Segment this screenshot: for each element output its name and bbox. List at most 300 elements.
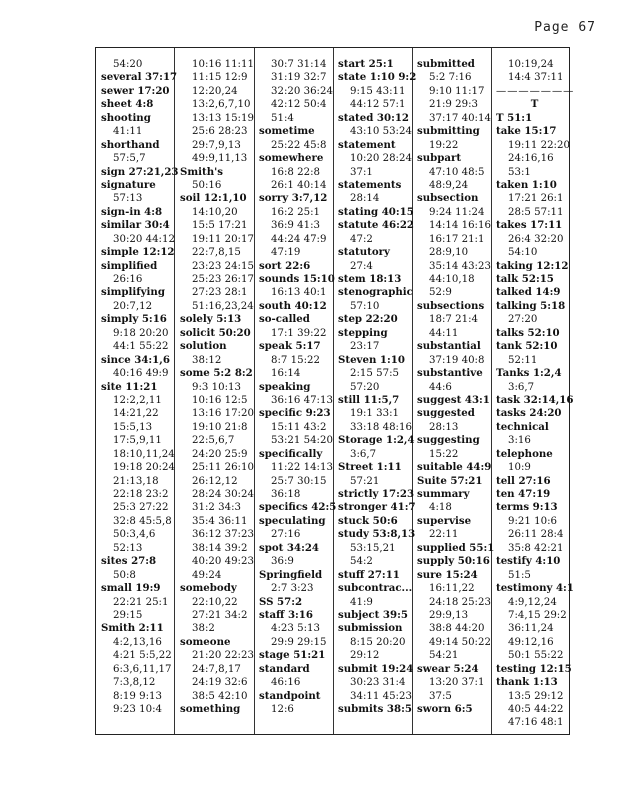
index-entry-references: 14:21,22 (113, 408, 159, 420)
index-entry-references: 9:15 43:11 (350, 85, 406, 97)
index-entry-term: stenographic (338, 286, 413, 299)
index-entry-references: 54:2 (350, 556, 373, 568)
index-entry-term: sure 15:24 (417, 568, 478, 581)
index-entry-references: 17:1 39:22 (271, 327, 327, 339)
index-column-5 (417, 58, 494, 716)
index-entry-references: 29:9,13 (429, 609, 469, 621)
index-entry-references: 14:4 37:11 (508, 72, 564, 84)
index-entry-term: shooting (101, 111, 151, 124)
index-entry-references: 26:12,12 (192, 475, 238, 487)
index-entry-term: specifics 42:5 (259, 501, 337, 514)
index-entry-references: 33:18 48:16 (350, 421, 412, 433)
index-entry-references: 25:22 45:8 (271, 139, 327, 151)
index-entry-term: standpoint (259, 689, 321, 702)
index-entry-references: 29:9 29:15 (271, 636, 327, 648)
index-entry-term: statement (338, 138, 396, 151)
index-entry-references: 44:11 (429, 327, 459, 339)
index-entry-term: testing 12:15 (496, 662, 572, 675)
index-entry-references: 51:4 (271, 112, 294, 124)
index-entry-term: testify 4:10 (496, 555, 561, 568)
index-entry-references: 11:22 14:13 (271, 462, 333, 474)
index-entry-references: 27:23 28:1 (192, 287, 248, 299)
index-entry-references: 37:19 40:8 (429, 354, 485, 366)
index-entry-term: supplied 55:1 (417, 541, 495, 554)
index-entry-term: someone (180, 635, 231, 648)
index-column-4 (338, 58, 415, 716)
index-entry-term: standard (259, 662, 310, 675)
index-entry-references: 18:10,11,24 (113, 448, 175, 460)
index-entry-references: 19:11 20:17 (192, 233, 254, 245)
index-entry-term: soil 12:1,10 (180, 192, 247, 205)
index-entry-references: 26:11 28:4 (508, 529, 564, 541)
index-entry-term: sworn 6:5 (417, 703, 473, 715)
index-entry-term: Smith's (180, 165, 223, 178)
index-entry-term: south 40:12 (259, 299, 327, 312)
index-entry-references: 19:11 22:20 (508, 139, 570, 151)
index-entry-references: 35:4 36:11 (192, 515, 248, 527)
index-entry-references: 15:22 (429, 448, 459, 460)
index-entry-term: state 1:10 9:2 (338, 71, 417, 84)
index-entry-term: stuff 27:11 (338, 568, 400, 581)
index-entry-references: 37:5 (429, 690, 452, 702)
index-entry-term: swear 5:24 (417, 662, 479, 675)
index-entry-references: 51:16,23,24 (192, 300, 254, 312)
index-entry-references: 17:5,9,11 (113, 435, 162, 447)
index-letter-heading: T (530, 98, 539, 111)
index-entry-term: Steven 1:10 (338, 353, 405, 366)
index-entry-references: 13:5 29:12 (508, 690, 564, 702)
index-entry-term: several 37:17 (101, 71, 178, 84)
index-entry-references: 50:8 (113, 569, 136, 581)
index-entry-references: 28:5 57:11 (508, 206, 564, 218)
index-entry-references: 9:23 10:4 (113, 704, 162, 715)
index-entry-term: tank 52:10 (496, 340, 558, 353)
index-entry-references: 44:6 (429, 381, 452, 393)
index-entry-references: 4:2,13,16 (113, 636, 162, 648)
index-entry-term: Tanks 1:2,4 (496, 367, 562, 380)
index-entry-references: 54:21 (429, 650, 459, 662)
index-entry-term: talk 52:15 (496, 273, 554, 285)
index-entry-references: 53:1 (508, 166, 531, 178)
index-entry-term: thank 1:13 (496, 676, 558, 689)
index-entry-references: 48:9,24 (429, 179, 469, 191)
index-entry-term: solution (180, 340, 227, 353)
index-entry-term: stating 40:15 (338, 205, 414, 218)
index-entry-references: 35:14 43:23 (429, 260, 491, 272)
index-entry-references: 25:11 26:10 (192, 462, 254, 474)
index-entry-references: 16:11,22 (429, 583, 475, 595)
index-entry-references: 32:8 45:5,8 (113, 515, 172, 527)
index-entry-references: 16:8 22:8 (271, 166, 320, 178)
index-entry-references: 30:7 31:14 (271, 59, 327, 70)
index-entry-term: stuck 50:6 (338, 514, 398, 527)
index-entry-term: tell 27:16 (496, 474, 551, 487)
index-entry-references: 16:17 21:1 (429, 233, 485, 245)
index-entry-term: something (180, 703, 241, 715)
index-entry-term: some 5:2 8:2 (180, 367, 253, 380)
index-entry-term: strictly 17:23 (338, 488, 415, 500)
index-entry-references: 52:11 (508, 354, 538, 366)
index-entry-term: submits 38:5 (338, 703, 412, 715)
index-entry-references: 52:13 (113, 542, 143, 554)
index-entry-term: spot 34:24 (259, 541, 320, 554)
index-entry-references: 22:11 (429, 529, 459, 541)
index-entry-term: speak 5:17 (259, 340, 321, 353)
index-entry-term: subsection (417, 192, 479, 205)
index-entry-references: 15:11 43:2 (271, 421, 327, 433)
index-entry-term: sign 27:21,23 (101, 165, 179, 178)
index-entry-term: supply 50:16 (417, 555, 490, 568)
index-entry-term: simplified (101, 259, 158, 272)
index-entry-references: 5:2 7:16 (429, 72, 472, 84)
index-entry-references: 13:20 37:1 (429, 677, 485, 689)
index-entry-references: 22:7,8,15 (192, 247, 241, 259)
index-entry-references: 9:10 11:17 (429, 85, 485, 97)
index-entry-term: specifically (259, 447, 323, 460)
index-entry-term: so-called (259, 313, 310, 326)
index-entry-references: 22:5,6,7 (192, 435, 235, 447)
index-entry-references: 16:13 40:1 (271, 287, 327, 299)
index-entry-term: statute 46:22 (338, 219, 415, 232)
index-entry-references: 46:16 (271, 677, 301, 689)
index-column-6 (496, 58, 573, 730)
index-entry-term: subcontrac... (338, 582, 413, 595)
index-entry-references: 32:20 36:24 (271, 85, 333, 97)
index-entry-references: 10:16 11:11 (192, 59, 254, 70)
index-entry-term: similar 30:4 (101, 219, 170, 232)
index-entry-references: 44:12 57:1 (350, 99, 406, 111)
section-rule: ——————— (496, 85, 575, 97)
index-entry-references: 8:7 15:22 (271, 354, 320, 366)
index-entry-references: 40:16 49:9 (113, 368, 169, 380)
index-entry-references: 49:9,11,13 (192, 153, 248, 165)
index-entry-term: still 11:5,7 (338, 393, 400, 406)
index-entry-references: 11:15 12:9 (192, 72, 248, 84)
index-entry-term: submit 19:24 (338, 662, 414, 675)
index-entry-term: staff 3:16 (259, 608, 313, 621)
index-entry-term: statutory (338, 246, 390, 259)
index-entry-term: stronger 41:7 (338, 501, 416, 514)
index-entry-term: somewhere (259, 152, 324, 165)
index-entry-references: 47:10 48:5 (429, 166, 485, 178)
index-entry-references: 28:14 (350, 193, 380, 205)
index-entry-term: supervise (417, 514, 472, 527)
index-entry-references: 20:7,12 (113, 300, 153, 312)
index-entry-term: simple 12:12 (101, 246, 175, 259)
index-entry-references: 19:1 33:1 (350, 408, 399, 420)
index-entry-term: specific 9:23 (259, 407, 331, 420)
index-entry-references: 53:15,21 (350, 542, 396, 554)
index-column-2 (180, 58, 257, 716)
index-entry-references: 25:23 26:17 (192, 274, 254, 285)
index-entry-references: 10:20 28:24 (350, 153, 412, 165)
index-entry-references: 57:20 (350, 381, 380, 393)
index-entry-references: 4:9,12,24 (508, 596, 557, 608)
index-entry-references: 31:19 32:7 (271, 72, 327, 84)
index-entry-term: step 22:20 (338, 313, 398, 326)
index-entry-references: 57:13 (113, 193, 143, 205)
index-entry-term: start 25:1 (338, 58, 394, 70)
index-entry-references: 2:15 57:5 (350, 368, 399, 380)
index-entry-references: 12:2,2,11 (113, 394, 162, 406)
index-entry-term: somebody (180, 582, 237, 595)
index-entry-term: speculating (259, 514, 326, 527)
index-entry-references: 18:7 21:4 (429, 314, 478, 326)
index-entry-references: 26:1 40:14 (271, 179, 327, 191)
index-entry-references: 51:5 (508, 569, 531, 581)
index-entry-term: Smith 2:11 (101, 622, 164, 635)
index-entry-references: 7:4,15 29:2 (508, 609, 567, 621)
index-entry-references: 25:7 30:15 (271, 475, 327, 487)
index-entry-term: stated 30:12 (338, 111, 410, 124)
index-entry-references: 57:21 (350, 475, 380, 487)
index-entry-references: 17:21 26:1 (508, 193, 564, 205)
index-entry-references: 16:14 (271, 368, 301, 380)
index-entry-references: 24:19 32:6 (192, 677, 248, 689)
index-entry-references: 54:10 (508, 247, 538, 259)
index-entry-references: 12:20,24 (192, 85, 238, 97)
index-entry-references: 4:18 (429, 502, 452, 514)
index-entry-term: SS 57:2 (259, 595, 303, 608)
index-entry-term: technical (496, 420, 549, 433)
index-entry-references: 19:22 (429, 139, 459, 151)
index-entry-references: 12:6 (271, 704, 294, 715)
index-entry-references: 38:14 39:2 (192, 542, 248, 554)
word-index-table (95, 47, 575, 735)
index-entry-references: 49:14 50:22 (429, 636, 491, 648)
index-entry-references: 29:15 (113, 609, 143, 621)
index-entry-term: substantial (417, 340, 481, 353)
index-entry-references: 44:1 55:22 (113, 341, 169, 353)
index-entry-references: 49:24 (192, 569, 222, 581)
index-entry-references: 38:8 44:20 (429, 623, 485, 635)
index-entry-term: sounds 15:10 (259, 273, 335, 285)
index-entry-term: sort 22:6 (259, 259, 311, 272)
index-entry-references: 24:18 25:23 (429, 596, 491, 608)
index-entry-term: small 19:9 (101, 582, 161, 595)
index-entry-term: stage 51:21 (259, 649, 326, 662)
index-entry-term: suggesting (417, 434, 480, 447)
index-entry-term: suggested (417, 407, 475, 420)
index-entry-references: 38:12 (192, 354, 222, 366)
index-entry-references: 13:16 17:20 (192, 408, 254, 420)
index-entry-references: 36:16 47:13 (271, 394, 333, 406)
index-entry-term: statements (338, 178, 402, 191)
index-entry-references: 27:20 (508, 314, 538, 326)
index-entry-references: 22:21 25:1 (113, 596, 169, 608)
index-entry-references: 47:19 (271, 247, 301, 259)
index-entry-references: 3:16 (508, 435, 531, 447)
index-entry-references: 27:4 (350, 260, 373, 272)
index-entry-term: study 53:8,13 (338, 528, 416, 541)
page-number: Page 67 (534, 20, 596, 35)
index-entry-term: simply 5:16 (101, 313, 167, 326)
index-entry-references: 47:16 48:1 (508, 717, 564, 729)
index-entry-references: 7:3,8,12 (113, 677, 156, 689)
index-entry-term: submitted (417, 58, 475, 70)
index-entry-references: 10:9 (508, 462, 531, 474)
index-entry-term: solely 5:13 (180, 313, 242, 326)
index-entry-references: 36:9 (271, 556, 294, 568)
index-entry-term: takes 17:11 (496, 219, 563, 232)
index-entry-references: 21:9 29:3 (429, 99, 478, 111)
index-entry-term: Suite 57:21 (417, 474, 483, 487)
index-entry-references: 44:10,18 (429, 274, 475, 285)
index-entry-term: suggest 43:1 (417, 393, 490, 406)
index-entry-references: 15:5,13 (113, 421, 153, 433)
index-entry-references: 31:2 34:3 (192, 502, 241, 514)
index-entry-references: 9:3 10:13 (192, 381, 241, 393)
index-entry-references: 28:13 (429, 421, 459, 433)
index-entry-references: 22:18 23:2 (113, 489, 169, 500)
index-entry-term: terms 9:13 (496, 501, 558, 514)
index-entry-references: 34:11 45:23 (350, 690, 412, 702)
index-entry-references: 16:2 25:1 (271, 206, 320, 218)
index-entry-term: tasks 24:20 (496, 407, 562, 420)
index-entry-references: 28:24 30:24 (192, 489, 254, 500)
index-entry-term: subsections (417, 299, 485, 312)
index-entry-references: 4:23 5:13 (271, 623, 320, 635)
index-entry-references: 30:23 31:4 (350, 677, 406, 689)
index-entry-references: 35:8 42:21 (508, 542, 564, 554)
index-entry-references: 57:5,7 (113, 153, 146, 165)
index-entry-term: sewer 17:20 (101, 84, 170, 97)
index-entry-term: stepping (338, 326, 388, 339)
index-entry-references: 36:18 (271, 489, 301, 500)
index-entry-references: 27:21 34:2 (192, 609, 248, 621)
index-entry-term: submitting (417, 125, 480, 138)
index-entry-references: 40:20 49:23 (192, 556, 254, 568)
index-entry-references: 29:12 (350, 650, 380, 662)
index-entry-term: substantive (417, 367, 483, 380)
index-entry-references: 19:18 20:24 (113, 462, 175, 474)
index-entry-term: talking 5:18 (496, 299, 566, 312)
index-entry-references: 22:10,22 (192, 596, 238, 608)
index-entry-term: summary (417, 488, 470, 500)
index-entry-references: 29:7,9,13 (192, 139, 241, 151)
index-entry-references: 3:6,7 (508, 381, 535, 393)
index-entry-references: 47:2 (350, 233, 373, 245)
index-entry-term: sheet 4:8 (101, 98, 154, 111)
index-entry-references: 3:6,7 (350, 448, 377, 460)
index-entry-references: 6:3,6,11,17 (113, 663, 172, 675)
index-entry-references: 50:16 (192, 179, 222, 191)
index-entry-term: shorthand (101, 138, 160, 151)
index-entry-references: 23:17 (350, 341, 380, 353)
index-entry-references: 24:7,8,17 (192, 663, 241, 675)
index-entry-references: 50:1 55:22 (508, 650, 564, 662)
index-entry-term: simplifying (101, 286, 165, 299)
index-entry-term: talked 14:9 (496, 286, 561, 299)
index-entry-references: 49:12,16 (508, 636, 554, 648)
index-entry-references: 37:1 (350, 166, 373, 178)
index-entry-term: testimony 4:1 (496, 582, 574, 595)
index-entry-references: 25:3 27:22 (113, 502, 169, 514)
index-entry-term: talks 52:10 (496, 326, 560, 339)
index-entry-term: submission (338, 622, 403, 635)
index-entry-references: 9:21 10:6 (508, 515, 557, 527)
index-entry-references: 8:19 9:13 (113, 690, 162, 702)
index-entry-references: 27:16 (271, 529, 301, 541)
index-entry-term: subject 39:5 (338, 608, 408, 621)
index-column-3 (259, 58, 336, 716)
index-entry-term: sorry 3:7,12 (259, 192, 328, 205)
index-entry-references: 50:3,4,6 (113, 529, 156, 541)
index-entry-references: 37:17 40:14 (429, 112, 491, 124)
index-entry-references: 15:5 17:21 (192, 220, 248, 232)
index-entry-term: sometime (259, 125, 315, 138)
index-entry-references: 10:16 12:5 (192, 394, 248, 406)
index-entry-references: 10:19,24 (508, 59, 554, 70)
index-entry-term: take 15:17 (496, 125, 557, 138)
index-entry-term: telephone (496, 447, 553, 460)
index-entry-references: 44:24 47:9 (271, 233, 327, 245)
index-entry-references: 23:23 24:15 (192, 260, 254, 272)
index-entry-references: 9:18 20:20 (113, 327, 169, 339)
index-entry-term: task 32:14,16 (496, 393, 574, 406)
index-entry-term: signature (101, 178, 156, 191)
index-entry-term: stem 18:13 (338, 273, 402, 285)
index-entry-references: 41:9 (350, 596, 373, 608)
index-entry-references: 9:24 11:24 (429, 206, 485, 218)
index-entry-term: Street 1:11 (338, 461, 402, 474)
index-entry-references: 38:5 42:10 (192, 690, 248, 702)
index-entry-references: 54:20 (113, 59, 143, 70)
index-entry-term: speaking (259, 380, 311, 393)
index-entry-references: 26:16 (113, 274, 143, 285)
index-entry-references: 53:21 54:20 (271, 435, 333, 447)
index-entry-term: solicit 50:20 (180, 326, 251, 339)
index-entry-references: 36:11,24 (508, 623, 554, 635)
index-entry-references: 21:13,18 (113, 475, 159, 487)
index-entry-references: 43:10 53:24 (350, 126, 412, 138)
index-entry-term: site 11:21 (101, 380, 158, 393)
index-entry-term: taking 12:12 (496, 259, 569, 272)
index-entry-references: 4:21 5:5,22 (113, 650, 172, 662)
index-entry-term: subpart (417, 152, 462, 165)
index-entry-references: 38:2 (192, 623, 215, 635)
index-entry-term: taken 1:10 (496, 178, 557, 191)
index-entry-references: 25:6 28:23 (192, 126, 248, 138)
index-entry-references: 19:10 21:8 (192, 421, 248, 433)
index-entry-references: 28:9,10 (429, 247, 469, 259)
index-entry-references: 57:10 (350, 300, 380, 312)
index-entry-term: ten 47:19 (496, 488, 551, 500)
index-entry-references: 14:14 16:16 (429, 220, 491, 232)
index-entry-term: since 34:1,6 (101, 353, 170, 366)
index-entry-references: 40:5 44:22 (508, 704, 564, 715)
index-entry-term: Springfield (259, 568, 323, 581)
index-entry-term: sites 27:8 (101, 555, 157, 568)
index-entry-term: Storage 1:2,4 (338, 434, 415, 447)
index-entry-term: suitable 44:9 (417, 461, 492, 474)
index-entry-references: 30:20 44:12 (113, 233, 175, 245)
index-entry-references: 13:2,6,7,10 (192, 99, 251, 111)
index-entry-references: 42:12 50:4 (271, 99, 327, 111)
index-entry-references: 52:9 (429, 287, 452, 299)
index-entry-references: 8:15 20:20 (350, 636, 406, 648)
index-column-1 (101, 58, 178, 716)
index-entry-references: 26:4 32:20 (508, 233, 564, 245)
index-entry-references: 41:11 (113, 126, 143, 138)
index-entry-references: 36:9 41:3 (271, 220, 320, 232)
index-entry-term: T 51:1 (496, 111, 533, 124)
index-entry-references: 13:13 15:19 (192, 112, 254, 124)
index-entry-term: sign-in 4:8 (101, 205, 163, 218)
index-entry-references: 21:20 22:23 (192, 650, 254, 662)
index-entry-references: 14:10,20 (192, 206, 238, 218)
index-entry-references: 24:20 25:9 (192, 448, 248, 460)
